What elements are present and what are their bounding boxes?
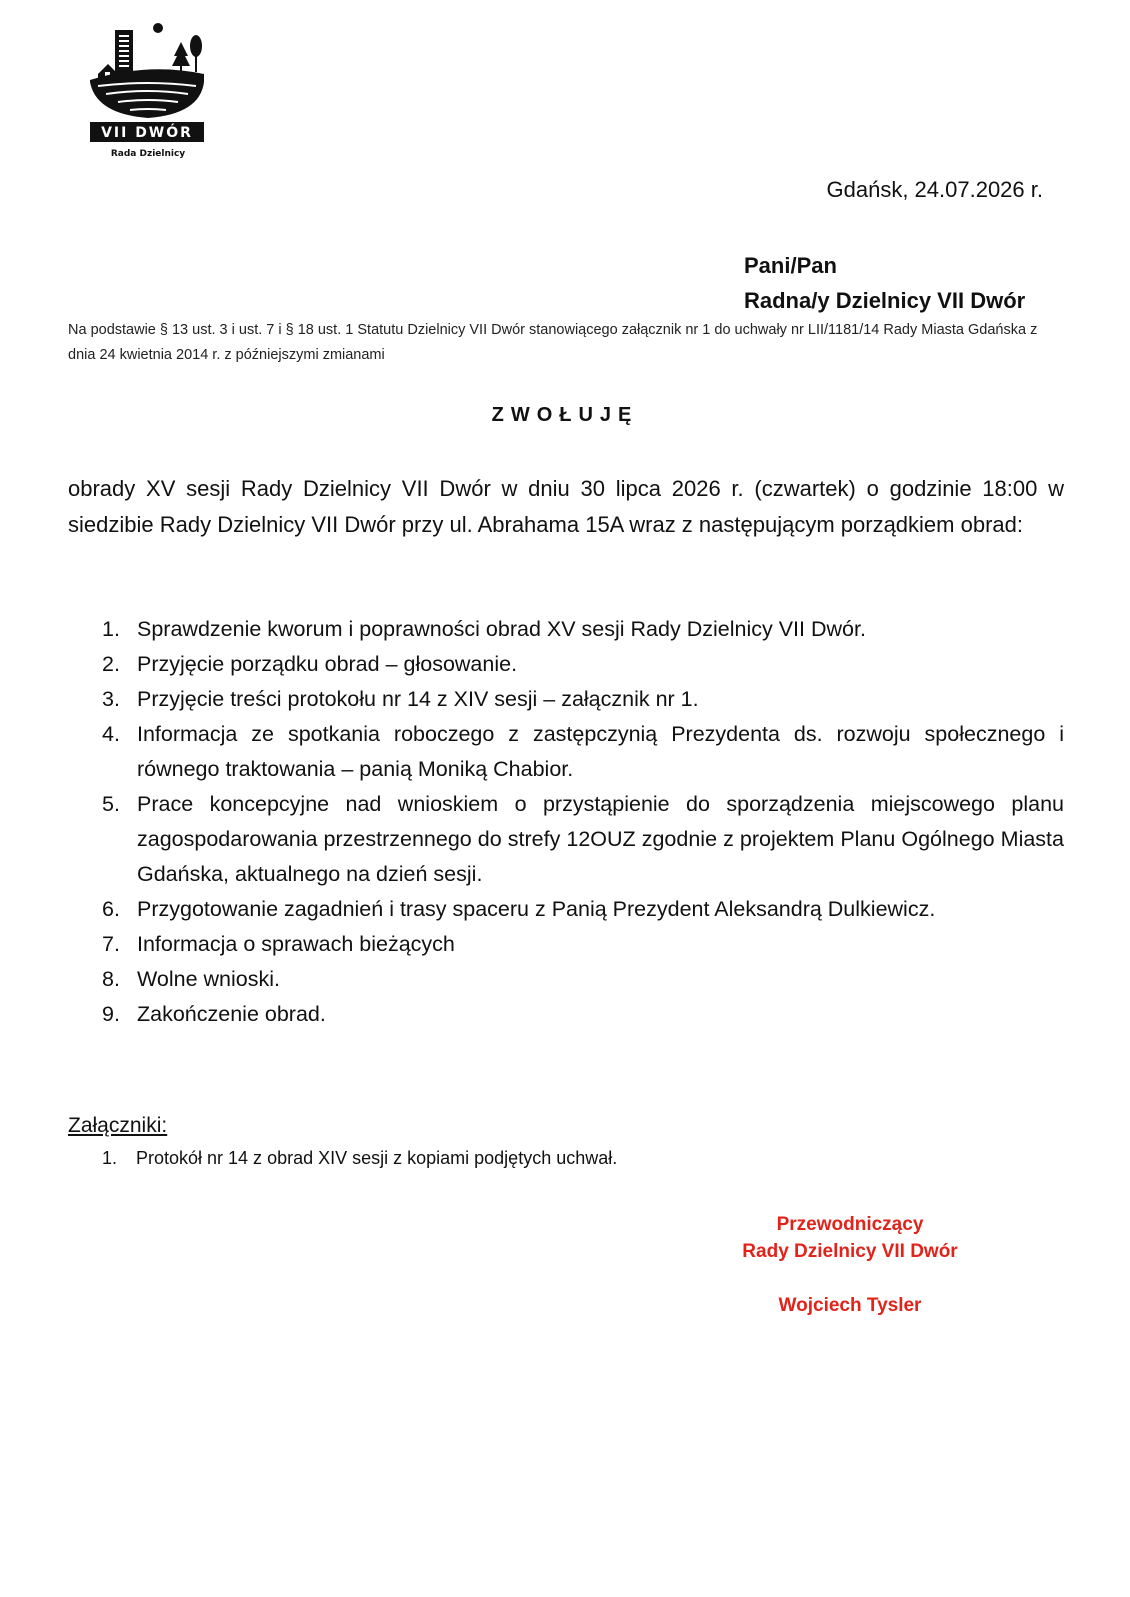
- agenda-item-text: Informacja o sprawach bieżących: [137, 932, 455, 956]
- addressee-line-2: Radna/y Dzielnicy VII Dwór: [744, 288, 1026, 313]
- council-logo: [88, 22, 208, 162]
- signature-title: Przewodniczący: [776, 1214, 924, 1235]
- logo-wordmark: VII DWÓR: [101, 125, 193, 141]
- legal-basis: Na podstawie § 13 ust. 3 i ust. 7 i § 18 ust. 1 Statutu Dzielnicy VII Dwór stanowiącego załącznik nr 1 do uchwały nr LII/1181/14 Rady Miasta Gdańska z dnia 24 kwietnia 2014 r. z późniejszymi zmianami: [68, 322, 1038, 363]
- agenda-item-text: Przyjęcie porządku obrad – głosowanie.: [137, 652, 518, 676]
- agenda-item-text: Prace koncepcyjne nad wnioskiem o przystąpienie do sporządzenia miejscowego planu zagospodarowania przestrzennego do strefy 12OUZ zgodnie z projektem Planu Ogólnego Miasta Gdańska, aktualnego na dzień sesji.: [137, 792, 1064, 886]
- agenda-item: [68, 682, 1064, 717]
- agenda-item-number: 7.: [102, 932, 120, 956]
- agenda-item: [68, 892, 1064, 927]
- agenda-item: [68, 787, 1064, 892]
- agenda-item-number: 2.: [102, 652, 120, 676]
- attachments-list: [68, 1144, 617, 1172]
- agenda-item-text: Przyjęcie treści protokołu nr 14 z XIV sesji – załącznik nr 1.: [137, 687, 699, 711]
- attachment-item-text: Protokół nr 14 z obrad XIV sesji z kopiami podjętych uchwał.: [136, 1148, 618, 1168]
- agenda-item: [68, 927, 1064, 962]
- agenda-item-number: 1.: [102, 617, 120, 641]
- agenda-item: [68, 612, 1064, 647]
- agenda-item-text: Zakończenie obrad.: [137, 1002, 326, 1026]
- session-intro: obrady XV sesji Rady Dzielnicy VII Dwór w dniu 30 lipca 2026 r. (czwartek) o godzinie 18:00 w siedzibie Rady Dzielnicy VII Dwór przy ul. Abrahama 15A wraz z następującym porządkiem obrad:: [68, 476, 1064, 537]
- agenda-item: [68, 647, 1064, 682]
- document-heading: ZWOŁUJĘ: [491, 404, 639, 426]
- addressee-line-1: Pani/Pan: [744, 253, 837, 278]
- agenda-item-text: Sprawdzenie kworum i poprawności obrad XV sesji Rady Dzielnicy VII Dwór.: [137, 617, 866, 641]
- agenda-item: [68, 717, 1064, 787]
- agenda-item: [68, 962, 1064, 997]
- agenda-item-number: 8.: [102, 967, 120, 991]
- addressee: [744, 248, 1025, 318]
- attachment-item-number: 1.: [102, 1148, 118, 1168]
- agenda-item-number: 5.: [102, 792, 120, 816]
- vii-dwor-logo-icon: [88, 22, 208, 147]
- agenda-item-text: Wolne wnioski.: [137, 967, 280, 991]
- agenda-item-text: Przygotowanie zagadnień i trasy spaceru z Panią Prezydent Aleksandrą Dulkiewicz.: [137, 897, 936, 921]
- agenda-item-number: 3.: [102, 687, 120, 711]
- attachment-item: [68, 1144, 617, 1172]
- agenda-item-text: Informacja ze spotkania roboczego z zastępczynią Prezydenta ds. rozwoju społecznego i równego traktowania – panią Moniką Chabior.: [137, 722, 1064, 781]
- attachments-title: Załączniki:: [68, 1114, 168, 1137]
- signature-body: Rady Dzielnicy VII Dwór: [742, 1241, 958, 1262]
- logo-caption: Rada Dzielnicy: [110, 149, 186, 159]
- signature-name: Wojciech Tysler: [778, 1295, 922, 1316]
- agenda-list: [68, 612, 1064, 1032]
- agenda-item: [68, 997, 1064, 1032]
- agenda-item-number: 6.: [102, 897, 120, 921]
- agenda-item-number: 4.: [102, 722, 120, 746]
- agenda-item-number: 9.: [102, 1002, 120, 1026]
- document-date: Gdańsk, 24.07.2026 r.: [826, 177, 1043, 202]
- signature-block: [700, 1211, 1000, 1319]
